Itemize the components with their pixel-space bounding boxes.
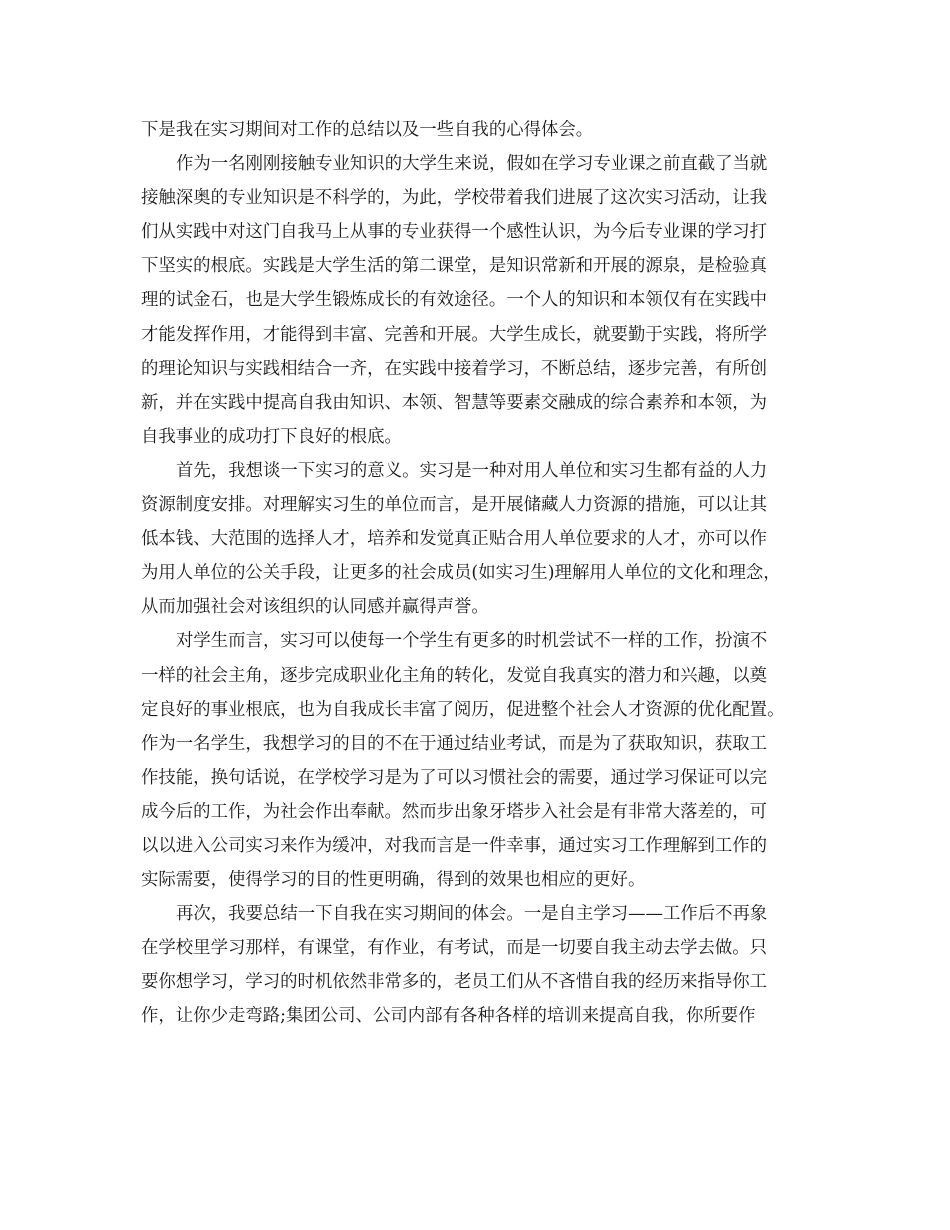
- text-line: 作为一名学生，我想学习的目的不在于通过结业考试，而是为了获取知识，获取工: [141, 733, 768, 754]
- text-line: 才能发挥作用，才能得到丰富、完善和开展。大学生成长，就要勤于实践，将所学: [141, 324, 768, 345]
- text-line: 成今后的工作，为社会作出奉献。然而步出象牙塔步入社会是有非常大落差的，可: [141, 801, 768, 822]
- text-line: 以以进入公司实习来作为缓冲，对我而言是一件幸事，通过实习工作理解到工作的: [141, 835, 768, 856]
- paragraph-first-line: 首先，我想谈一下实习的意义。实习是一种对用人单位和实习生都有益的人力: [176, 460, 768, 481]
- text-line: 的理论知识与实践相结合一齐，在实践中接着学习，不断总结，逐步完善，有所创: [141, 358, 768, 379]
- text-line: 接触深奥的专业知识是不科学的，为此，学校带着我们进展了这次实习活动，让我: [141, 188, 768, 209]
- text-line: 下是我在实习期间对工作的总结以及一些自我的心得体会。: [141, 120, 594, 140]
- text-line: 资源制度安排。对理解实习生的单位而言，是开展储藏人力资源的措施，可以让其: [141, 495, 768, 516]
- text-line: 下坚实的根底。实践是大学生活的第二课堂，是知识常新和开展的源泉，是检验真: [141, 256, 768, 277]
- text-line: 作，让你少走弯路;集团公司、公司内部有各种各样的培训来提高自我，你所要作: [141, 1006, 756, 1027]
- text-line: 定良好的事业根底，也为自我成长丰富了阅历，促进整个社会人才资源的优化配置。: [141, 699, 785, 720]
- text-line: 低本钱、大范围的选择人才，培养和发觉真正贴合用人单位要求的人才，亦可以作: [141, 529, 768, 550]
- text-line: 从而加强社会对该组织的认同感并赢得声誉。: [141, 597, 489, 618]
- text-line: 在学校里学习那样，有课堂，有作业，有考试，而是一切要自我主动去学去做。只: [141, 938, 768, 959]
- text-line: 理的试金石，也是大学生锻炼成长的有效途径。一个人的知识和本领仅有在实践中: [141, 290, 768, 311]
- paragraph-first-line: 对学生而言，实习可以使每一个学生有更多的时机尝试不一样的工作，扮演不: [176, 631, 768, 652]
- text-line: 一样的社会主角，逐步完成职业化主角的转化，发觉自我真实的潜力和兴趣，以奠: [141, 665, 768, 686]
- text-line: 为用人单位的公关手段，让更多的社会成员(如实习生)理解用人单位的文化和理念，: [141, 563, 781, 584]
- document-body: [141, 113, 821, 1034]
- text-line: 作技能，换句话说，在学校学习是为了可以习惯社会的需要，通过学习保证可以完: [141, 767, 768, 788]
- text-line: 要你想学习，学习的时机依然非常多的，老员工们从不吝惜自我的经历来指导你工: [141, 972, 768, 993]
- text-line: 们从实践中对这门自我马上从事的专业获得一个感性认识，为今后专业课的学习打: [141, 222, 768, 243]
- paragraph-first-line: 再次，我要总结一下自我在实习期间的体会。一是自主学习——工作后不再象: [176, 904, 768, 925]
- text-line: 新，并在实践中提高自我由知识、本领、智慧等要素交融成的综合素养和本领，为: [141, 392, 768, 413]
- text-line: 自我事业的成功打下良好的根底。: [141, 426, 402, 447]
- paragraph-first-line: 作为一名刚刚接触专业知识的大学生来说，假如在学习专业课之前直截了当就: [176, 154, 768, 175]
- text-line: 实际需要，使得学习的目的性更明确，得到的效果也相应的更好。: [141, 870, 646, 891]
